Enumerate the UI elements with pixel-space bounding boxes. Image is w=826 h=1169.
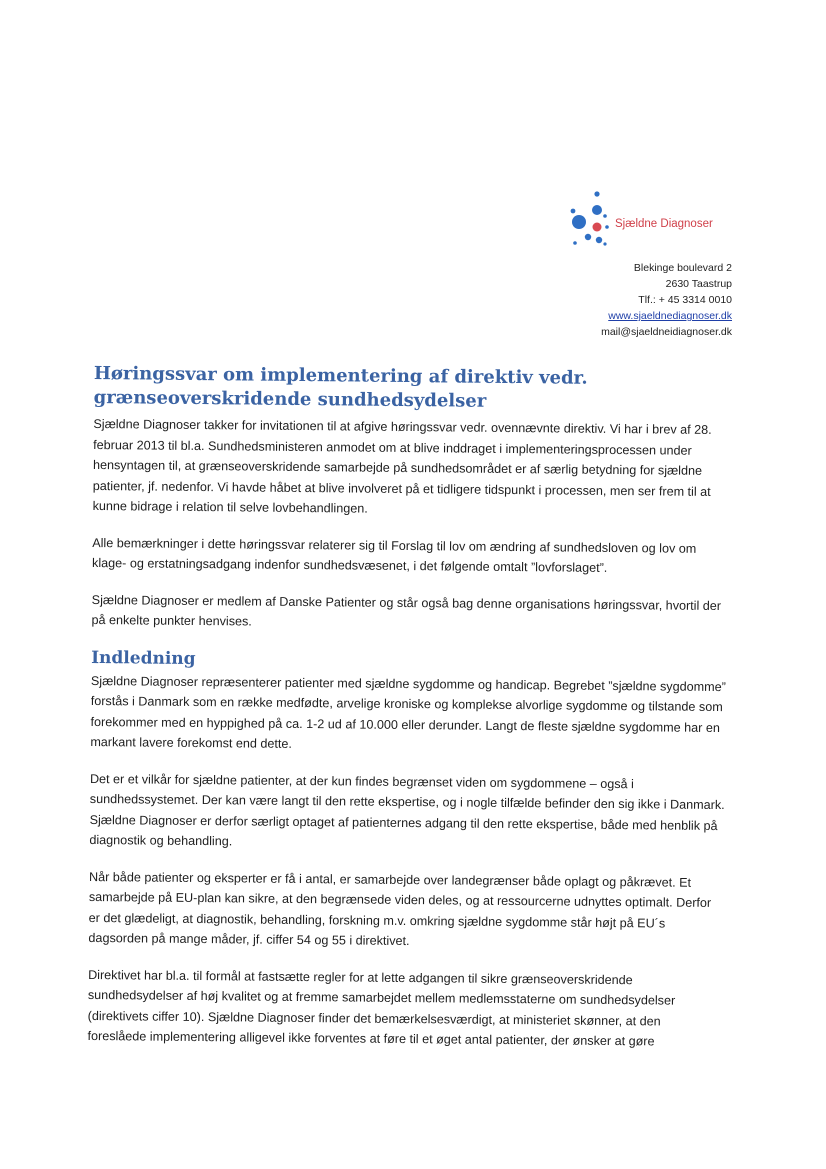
- organization-logo: [560, 185, 740, 255]
- address-street: Blekinge boulevard 2: [633, 262, 732, 274]
- sender-address-block: [601, 260, 732, 340]
- dots-logo-icon: [560, 185, 620, 255]
- intro-paragraph: Sjældne Diagnoser takker for invitationen til at afgive høringssvar vedr. ovennævnte direktiv. Vi har i brev af 28. februar 2013 til bl.a. Sundhedsministeren anmodet om at blive inddraget i implementeringsprocessen under hensyntagen til, at grænseoverskridende samarbejde på sundhedsområdet er af særlig betydning for sjældne patienter, jf. nedenfor. Vi havde håbet at blive involveret på et tidligere tidspunkt i processen, men ser frem til at kunne bidrage i relation til selve lovbehandlingen.: [92, 416, 712, 516]
- phone-number: Tlf.: + 45 3314 0010: [638, 294, 732, 306]
- section-paragraph: Direktivet har bl.a. til formål at fastsætte regler for at lette adgangen til sikre grænseoverskridende sundhedsydelser af høj kvalitet og at fremme samarbejdet mellem medlemsstaterne om sundhedsydelser (direktivets ciffer 10). Sjældne Diagnoser finder det bemærkelsesværdigt, at ministeriet skønner, at den foreslåede implementering alligevel ikke forventes at føre til et øget antal patienter, der ønsker at gøre: [87, 967, 676, 1049]
- document-title: Høringssvar om implementering af direktiv vedr. grænseoverskridende sundhedsydelser: [93, 362, 588, 412]
- section-paragraph: Når både patienter og eksperter er få i antal, er samarbejde over landegrænser både oplagt og påkrævet. Et samarbejde på EU-plan kan sikre, at den begrænsede viden deles, og at ressourcerne udnyttes optimalt. Derfor er det glædeligt, at diagnostik, behandling, forskning m.v. omkring sjældne sygdomme står højt på EU´s dagsorden på mange måder, jf. ciffer 54 og 55 i direktivet.: [88, 869, 712, 949]
- website-link[interactable]: www.sjaeldnediagnoser.dk: [608, 310, 732, 322]
- email-address: mail@sjaeldneidiagnoser.dk: [601, 326, 732, 338]
- address-city: 2630 Taastrup: [665, 278, 732, 290]
- section-paragraph: Sjældne Diagnoser repræsenterer patienter med sjældne sygdomme og handicap. Begrebet ”sjældne sygdomme” forstås i Danmark som en række medfødte, arvelige kroniske og komplekse alvorlige sygdomme og tilstande som forekommer med en hyppighed på ca. 1-2 ud af 10.000 eller derunder. Langt de fleste sjældne sygdomme har en markant lavere forekomst end dette.: [90, 673, 726, 751]
- intro-paragraph: Alle bemærkninger i dette høringssvar relaterer sig til Forslag til lov om ændring af sundhedsloven og lov om klage- og erstatningsadgang indenfor sundhedsvæsenet, i det følgende omtalt ”lovforslaget”.: [92, 535, 697, 575]
- document-body: [87, 362, 729, 1069]
- section-heading: Indledning: [91, 647, 196, 669]
- intro-paragraph: Sjældne Diagnoser er medlem af Danske Patienter og står også bag denne organisations høringssvar, hvortil der på enkelte punkter henvises.: [91, 592, 722, 629]
- organization-name: Sjældne Diagnoser: [615, 218, 713, 230]
- section-paragraph: Det er et vilkår for sjældne patienter, at der kun findes begrænset viden om sygdommene – også i sundhedssystemet. Der kan være langt til den rette ekspertise, og i nogle tilfælde befinder den sig ikke i Danmark. Sjældne Diagnoser er derfor særligt optaget af patienternes adgang til den rette ekspertise, både med henblik på diagnostik og behandling.: [89, 771, 725, 849]
